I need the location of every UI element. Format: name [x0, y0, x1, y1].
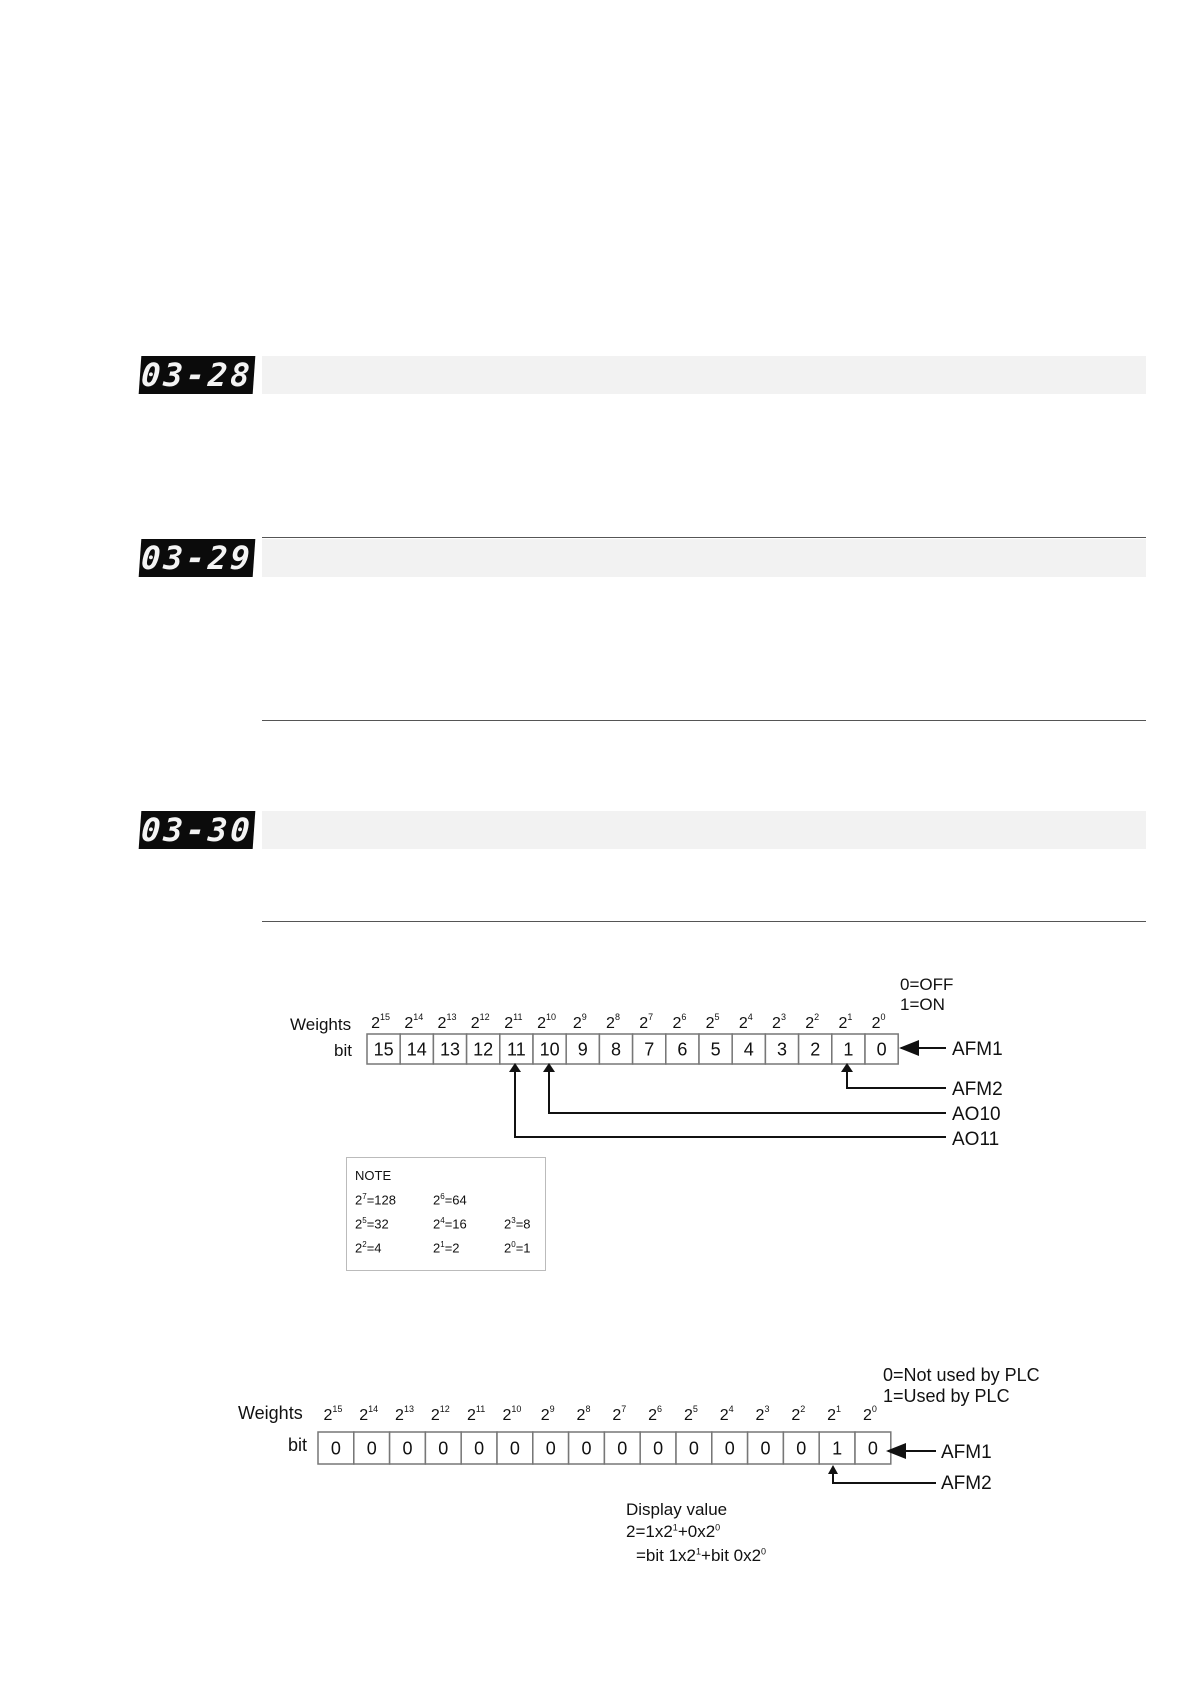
bit-value: 1	[843, 1039, 854, 1060]
legend-used: 1=Used by PLC	[883, 1386, 1010, 1406]
output-afm2: AFM2	[952, 1079, 1003, 1100]
param-code: 03-28	[139, 356, 254, 394]
weight-label: $2^{15}$	[323, 1404, 343, 1424]
bit-value: 12	[473, 1039, 494, 1060]
bit-value: 0	[581, 1438, 592, 1459]
weight-label: $2^6$	[648, 1404, 663, 1424]
weight-label: $2^1$	[827, 1404, 842, 1424]
weight-label: $2^{10}$	[537, 1012, 557, 1032]
legend-not-used: 0=Not used by PLC	[883, 1365, 1040, 1385]
display-value-line1: $2=1x2^1+0x2^0$	[626, 1522, 721, 1541]
bit-value: 7	[644, 1039, 655, 1060]
note-entry: $2^6=64$	[433, 1192, 467, 1208]
weight-label: $2^0$	[871, 1012, 886, 1032]
note-entry: $2^4=16$	[433, 1216, 467, 1232]
weight-label: $2^7$	[612, 1404, 627, 1424]
note-entry: $2^0=1$	[504, 1240, 531, 1256]
weight-label: $2^3$	[772, 1012, 786, 1032]
weight-label: $2^{14}$	[404, 1012, 424, 1032]
bit-value: 0	[867, 1438, 878, 1459]
bit-value: 6	[677, 1039, 688, 1060]
weight-label: $2^3$	[755, 1404, 770, 1424]
note-box	[346, 1157, 546, 1271]
bit-label-2: bit	[288, 1435, 308, 1455]
output-ao10: AO10	[952, 1104, 1001, 1125]
bit-value: 0	[545, 1438, 556, 1459]
param-code: 03-29	[139, 539, 254, 577]
weight-label: $2^2$	[791, 1404, 806, 1424]
bit-value: 0	[366, 1438, 377, 1459]
output-afm1: AFM1	[952, 1039, 1003, 1060]
bit-value: 15	[373, 1039, 394, 1060]
weight-label: $2^{10}$	[502, 1404, 522, 1424]
note-entry: $2^2=4$	[355, 1240, 382, 1256]
weight-label: $2^4$	[719, 1404, 734, 1424]
bit-value: 0	[876, 1039, 887, 1060]
bit-value: 2	[810, 1039, 821, 1060]
weight-label: $2^7$	[639, 1012, 654, 1032]
arrow-ao10-line	[549, 1066, 946, 1113]
weight-label: $2^{13}$	[437, 1012, 457, 1032]
output-afm1-2: AFM1	[941, 1442, 992, 1463]
weight-label: $2^{11}$	[466, 1404, 486, 1424]
output-afm2-2: AFM2	[941, 1473, 992, 1494]
bit-value: 5	[710, 1039, 721, 1060]
bit-value: 0	[402, 1438, 413, 1459]
weight-label: $2^1$	[838, 1012, 853, 1032]
param-code: 03-30	[139, 811, 254, 849]
note-title: NOTE	[355, 1168, 392, 1183]
bit-value: 10	[539, 1039, 560, 1060]
bit-value: 0	[796, 1438, 807, 1459]
note-entry: $2^7=128$	[355, 1192, 396, 1208]
arrow-afm2-2-line	[833, 1470, 936, 1483]
weight-label: $2^0$	[862, 1404, 877, 1424]
arrow-ao11-line	[515, 1066, 946, 1137]
legend-on: 1=ON	[900, 995, 945, 1014]
weight-label: $2^{14}$	[359, 1404, 379, 1424]
weight-label: $2^9$	[572, 1012, 587, 1032]
bit-value: 0	[688, 1438, 699, 1459]
bit-value: 3	[776, 1039, 788, 1060]
bit-value: 0	[438, 1438, 449, 1459]
weight-label: $2^{12}$	[430, 1404, 450, 1424]
weight-label: $2^{12}$	[470, 1012, 490, 1032]
display-value-title: Display value	[626, 1500, 728, 1519]
weight-label: $2^2$	[805, 1012, 820, 1032]
weight-label: $2^4$	[738, 1012, 753, 1032]
weight-label: $2^{13}$	[395, 1404, 414, 1424]
weight-label: $2^{15}$	[371, 1012, 391, 1032]
weight-label: $2^5$	[705, 1012, 720, 1032]
bit-value: 0	[474, 1438, 485, 1459]
bit-value: 13	[439, 1039, 461, 1060]
weight-label: $2^6$	[672, 1012, 687, 1032]
bit-value: 0	[330, 1438, 341, 1459]
arrow-afm2-2-head	[828, 1465, 838, 1474]
weight-label: $2^5$	[683, 1404, 698, 1424]
bit-value: 0	[617, 1438, 628, 1459]
weights-label-2: Weights	[238, 1403, 303, 1423]
weight-label: $2^8$	[576, 1404, 591, 1424]
note-entry: $2^5=32$	[355, 1216, 389, 1232]
weight-label: $2^8$	[606, 1012, 620, 1032]
bit-value: 14	[406, 1039, 427, 1060]
bit-value: 9	[577, 1039, 588, 1060]
note-entry: $2^3=8$	[504, 1216, 531, 1232]
note-entry: $2^1=2$	[433, 1240, 460, 1256]
weight-label: $2^9$	[540, 1404, 555, 1424]
bit-value: 8	[610, 1039, 622, 1060]
bit-value: 1	[832, 1438, 843, 1459]
bit-value: 0	[724, 1438, 735, 1459]
legend-off: 0=OFF	[900, 975, 954, 994]
bit-value: 0	[653, 1438, 664, 1459]
bit-value: 0	[509, 1438, 520, 1459]
output-ao11: AO11	[952, 1129, 1000, 1150]
bit-value: 11	[507, 1039, 526, 1060]
bit-label: bit	[334, 1041, 352, 1060]
weights-label: Weights	[290, 1015, 352, 1034]
arrow-afm2-line	[847, 1066, 946, 1088]
bit-value: 0	[760, 1438, 771, 1459]
weight-label: $2^{11}$	[504, 1012, 523, 1032]
bit-value: 4	[743, 1039, 754, 1060]
display-value-line2: =bit $1x2^1+bit$ $0x2^0$	[636, 1546, 767, 1565]
